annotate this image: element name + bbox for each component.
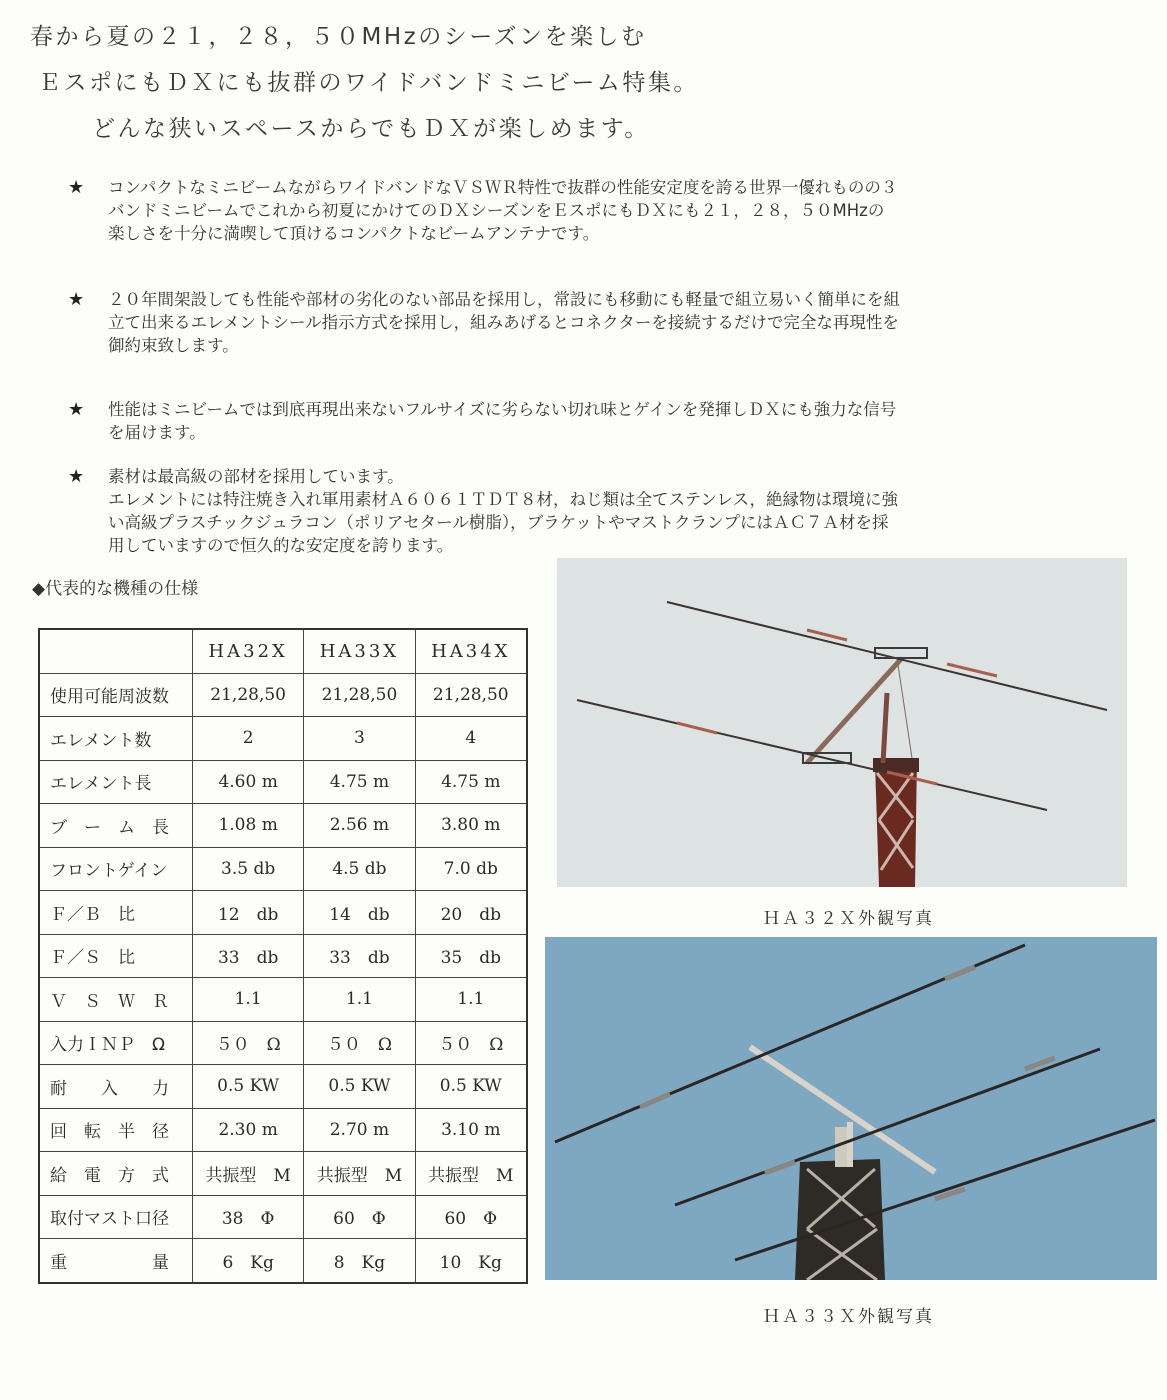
spec-value: 21,28,50 bbox=[304, 673, 415, 717]
spec-value: 3.10 m bbox=[415, 1108, 527, 1152]
spec-value: 2.30 m bbox=[193, 1108, 304, 1152]
spec-value: 4.5 db bbox=[304, 847, 415, 891]
table-header-row bbox=[39, 629, 527, 673]
spec-label: エレメント長 bbox=[39, 760, 193, 804]
spec-value: 10 Kg bbox=[415, 1239, 527, 1283]
bullet-line: バンドミニビームでこれから初夏にかけてのＤＸシーズンをＥスポにもＤＸにも２１，２８，５０MHzの bbox=[108, 201, 885, 220]
table-row bbox=[39, 847, 527, 891]
star-icon: ★ bbox=[68, 399, 85, 420]
star-icon: ★ bbox=[68, 177, 85, 198]
spec-label: Ｆ／Ｓ 比 bbox=[39, 934, 193, 978]
bullet-item-4 bbox=[68, 465, 1013, 557]
spec-value: 共振型 M bbox=[304, 1152, 415, 1196]
spec-value: 8 Kg bbox=[304, 1239, 415, 1283]
table-row bbox=[39, 934, 527, 978]
table-row bbox=[39, 978, 527, 1022]
bullet-line: コンパクトなミニビームながらワイドバンドなＶＳＷＲ特性で抜群の性能安定度を誇る世界一優れものの３ bbox=[108, 178, 898, 197]
table-row bbox=[39, 1065, 527, 1109]
spec-value: 14 db bbox=[304, 891, 415, 935]
spec-value: 6 Kg bbox=[193, 1239, 304, 1283]
bullet-line: い高級プラスチックジュラコン（ポリアセタール樹脂），ブラケットやマストクランプにはＡＣ７Ａ材を採 bbox=[108, 513, 889, 532]
bullet-line: 素材は最高級の部材を採用しています。 bbox=[108, 467, 404, 486]
spec-value: 共振型 M bbox=[193, 1152, 304, 1196]
model-header: HA34X bbox=[415, 629, 527, 673]
spec-label: 入力ＩＮＰ Ω bbox=[39, 1021, 193, 1065]
spec-label: 取付マスト口径 bbox=[39, 1195, 193, 1239]
spec-label: Ｖ Ｓ Ｗ Ｒ bbox=[39, 978, 193, 1022]
bullet-item-1 bbox=[68, 176, 1013, 245]
spec-value: 60 Φ bbox=[415, 1195, 527, 1239]
table-row bbox=[39, 1195, 527, 1239]
spec-value: 33 db bbox=[304, 934, 415, 978]
table-row bbox=[39, 804, 527, 848]
bullet-item-2 bbox=[68, 288, 1013, 357]
spec-value: 33 db bbox=[193, 934, 304, 978]
spec-label: フロントゲイン bbox=[39, 847, 193, 891]
spec-label: Ｆ／Ｂ 比 bbox=[39, 891, 193, 935]
spec-label: 耐 入 力 bbox=[39, 1065, 193, 1109]
model-header: HA33X bbox=[304, 629, 415, 673]
bullet-line: 立て出来るエレメントシール指示方式を採用し，組みあげるとコネクターを接続するだけで完全な再現性を bbox=[108, 313, 899, 332]
table-row bbox=[39, 1108, 527, 1152]
table-row bbox=[39, 717, 527, 761]
spec-label: 給 電 方 式 bbox=[39, 1152, 193, 1196]
spec-value: 4.60 m bbox=[193, 760, 304, 804]
spec-value: 38 Φ bbox=[193, 1195, 304, 1239]
spec-value: 7.0 db bbox=[415, 847, 527, 891]
spec-value: 0.5 KW bbox=[304, 1065, 415, 1109]
ha33x-caption: ＨＡ３３Ｘ外観写真 bbox=[763, 1307, 934, 1327]
spec-label: 回 転 半 径 bbox=[39, 1108, 193, 1152]
spec-value: 0.5 KW bbox=[193, 1065, 304, 1109]
headline-1: 春から夏の２１，２８，５０MHzのシーズンを楽しむ bbox=[30, 24, 647, 50]
ha32x-caption: ＨＡ３２Ｘ外観写真 bbox=[763, 909, 934, 929]
spec-value: 0.5 KW bbox=[415, 1065, 527, 1109]
headline-2: ＥスポにもＤＸにも抜群のワイドバンドミニビーム特集。 bbox=[38, 70, 699, 96]
spec-label: エレメント数 bbox=[39, 717, 193, 761]
spec-label: 重 量 bbox=[39, 1239, 193, 1283]
star-icon: ★ bbox=[68, 466, 85, 487]
bullet-line: エレメントには特注焼き入れ軍用素材Ａ６０６１ＴＤＴ８材，ねじ類は全てステンレス，絶縁物は環境に強 bbox=[108, 490, 898, 509]
ha32x-photo bbox=[557, 558, 1127, 887]
spec-value: 4 bbox=[415, 717, 527, 761]
spec-label: 使用可能周波数 bbox=[39, 673, 193, 717]
spec-value: 2.70 m bbox=[304, 1108, 415, 1152]
spec-value: ５０ Ω bbox=[415, 1021, 527, 1065]
spec-value: 共振型 M bbox=[415, 1152, 527, 1196]
spec-value: 3 bbox=[304, 717, 415, 761]
spec-value: 60 Φ bbox=[304, 1195, 415, 1239]
table-row bbox=[39, 1021, 527, 1065]
spec-value: 1.1 bbox=[193, 978, 304, 1022]
bullet-line: を届けます。 bbox=[108, 423, 206, 442]
section-title: ◆代表的な機種の仕様 bbox=[32, 579, 199, 599]
bullet-line: 用していますので恒久的な安定度を誇ります。 bbox=[108, 536, 454, 555]
table-row bbox=[39, 1239, 527, 1283]
spec-value: 3.80 m bbox=[415, 804, 527, 848]
bullet-line: 御約束致します。 bbox=[108, 336, 239, 355]
star-icon: ★ bbox=[68, 289, 85, 310]
spec-table bbox=[38, 628, 528, 1284]
table-row bbox=[39, 1152, 527, 1196]
spec-value: 1.1 bbox=[415, 978, 527, 1022]
spec-value: 3.5 db bbox=[193, 847, 304, 891]
table-row bbox=[39, 891, 527, 935]
spec-value: 1.1 bbox=[304, 978, 415, 1022]
table-row bbox=[39, 760, 527, 804]
spec-value: 1.08 m bbox=[193, 804, 304, 848]
bullet-line: ２０年間架設しても性能や部材の劣化のない部品を採用し，常設にも移動にも軽量で組立易いく簡単にを組 bbox=[108, 290, 900, 309]
ha33x-photo bbox=[545, 937, 1157, 1280]
spec-value: ５０ Ω bbox=[193, 1021, 304, 1065]
spec-value: 35 db bbox=[415, 934, 527, 978]
spec-value: 4.75 m bbox=[304, 760, 415, 804]
bullet-line: 楽しさを十分に満喫して頂けるコンパクトなビームアンテナです。 bbox=[108, 224, 600, 243]
spec-value: 20 db bbox=[415, 891, 527, 935]
headline-3: どんな狭いスペースからでもＤＸが楽しめます。 bbox=[92, 116, 650, 142]
bullet-line: 性能はミニビームでは到底再現出来ないフルサイズに劣らない切れ味とゲインを発揮しＤＸにも強力な信号 bbox=[108, 400, 897, 419]
bullet-item-3 bbox=[68, 398, 1013, 444]
spec-value: 2.56 m bbox=[304, 804, 415, 848]
spec-label: ブ ー ム 長 bbox=[39, 804, 193, 848]
table-row bbox=[39, 673, 527, 717]
spec-value: ５０ Ω bbox=[304, 1021, 415, 1065]
spec-value: 12 db bbox=[193, 891, 304, 935]
table-corner-cell bbox=[39, 629, 193, 673]
model-header: HA32X bbox=[193, 629, 304, 673]
spec-value: 21,28,50 bbox=[193, 673, 304, 717]
spec-value: 2 bbox=[193, 717, 304, 761]
spec-value: 4.75 m bbox=[415, 760, 527, 804]
spec-value: 21,28,50 bbox=[415, 673, 527, 717]
